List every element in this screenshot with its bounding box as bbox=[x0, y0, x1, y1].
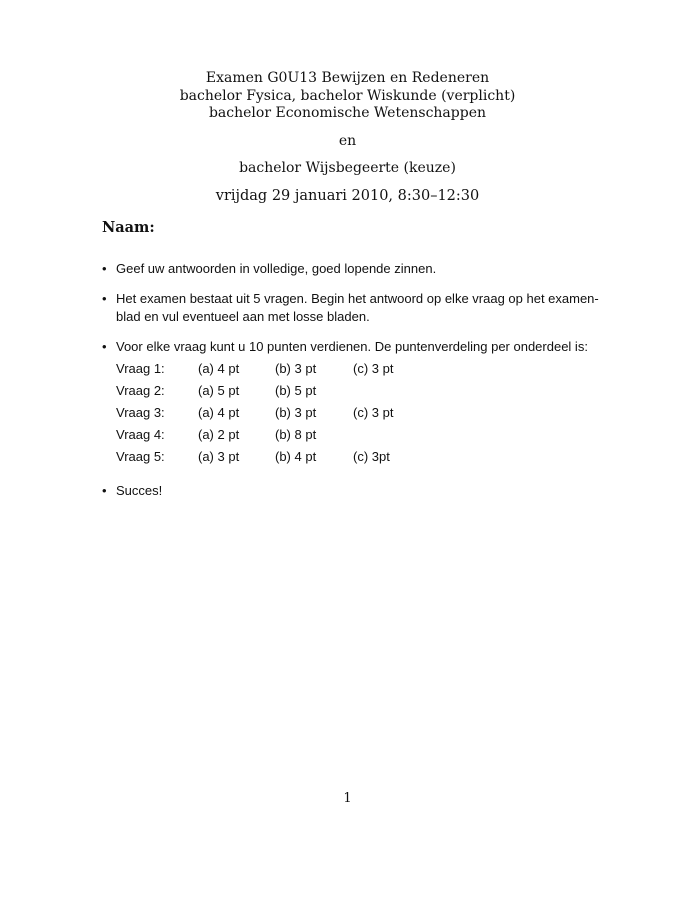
part-b-points: (b) 3 pt bbox=[275, 405, 317, 420]
part-b-points: (b) 3 pt bbox=[275, 361, 317, 376]
instruction-item-success bbox=[102, 482, 602, 500]
name-label: Naam: bbox=[102, 219, 155, 236]
points-table bbox=[116, 360, 413, 470]
exam-date: vrijdag 29 januari 2010, 8:30–12:30 bbox=[215, 188, 480, 204]
table-row bbox=[116, 448, 413, 470]
exam-audience-line2: bachelor Economische Wetenschappen bbox=[208, 105, 487, 121]
part-b-points: (b) 4 pt bbox=[275, 449, 317, 464]
part-a-points: (a) 4 pt bbox=[198, 361, 240, 376]
instruction-text: Succes! bbox=[116, 483, 163, 498]
question-label: Vraag 5: bbox=[116, 449, 165, 464]
part-c-points: (c) 3 pt bbox=[353, 405, 394, 420]
part-c-points: (c) 3pt bbox=[353, 449, 390, 464]
table-row bbox=[116, 382, 413, 404]
part-a-points: (a) 5 pt bbox=[198, 383, 240, 398]
table-row bbox=[116, 360, 413, 382]
part-a-points: (a) 2 pt bbox=[198, 427, 240, 442]
part-b-points: (b) 8 pt bbox=[275, 427, 317, 442]
part-c-points bbox=[353, 426, 413, 448]
part-b-points: (b) 5 pt bbox=[275, 383, 317, 398]
part-c-points bbox=[353, 382, 413, 404]
question-label: Vraag 1: bbox=[116, 361, 165, 376]
bullet-icon: • bbox=[102, 339, 107, 354]
instructions-list bbox=[102, 260, 602, 512]
exam-title: Examen G0U13 Bewijzen en Redeneren bbox=[205, 70, 490, 86]
question-label: Vraag 2: bbox=[116, 383, 165, 398]
instruction-text-line1: Het examen bestaat uit 5 vragen. Begin het antwoord op elke vraag op het examen- bbox=[116, 291, 599, 306]
instruction-text-line2: blad en vul eventueel aan met losse bladen. bbox=[116, 309, 370, 324]
part-c-points: (c) 3 pt bbox=[353, 361, 394, 376]
instruction-item-points bbox=[102, 338, 602, 470]
question-label: Vraag 4: bbox=[116, 427, 165, 442]
exam-audience-conjunction: en bbox=[338, 133, 357, 149]
table-row bbox=[116, 426, 413, 448]
instruction-text: Geef uw antwoorden in volledige, goed lopende zinnen. bbox=[116, 261, 437, 276]
page-number: 1 bbox=[343, 791, 352, 806]
bullet-icon: • bbox=[102, 261, 107, 276]
table-row bbox=[116, 404, 413, 426]
bullet-icon: • bbox=[102, 483, 107, 498]
part-a-points: (a) 3 pt bbox=[198, 449, 240, 464]
instruction-text: Voor elke vraag kunt u 10 punten verdienen. De puntenverdeling per onderdeel is: bbox=[116, 339, 588, 354]
exam-audience-line3: bachelor Wijsbegeerte (keuze) bbox=[239, 160, 456, 176]
exam-audience-line1: bachelor Fysica, bachelor Wiskunde (verplicht) bbox=[179, 88, 516, 104]
part-a-points: (a) 4 pt bbox=[198, 405, 240, 420]
instruction-item-answers bbox=[102, 260, 602, 278]
question-label: Vraag 3: bbox=[116, 405, 165, 420]
bullet-icon: • bbox=[102, 291, 107, 306]
instruction-item-structure bbox=[102, 290, 602, 326]
